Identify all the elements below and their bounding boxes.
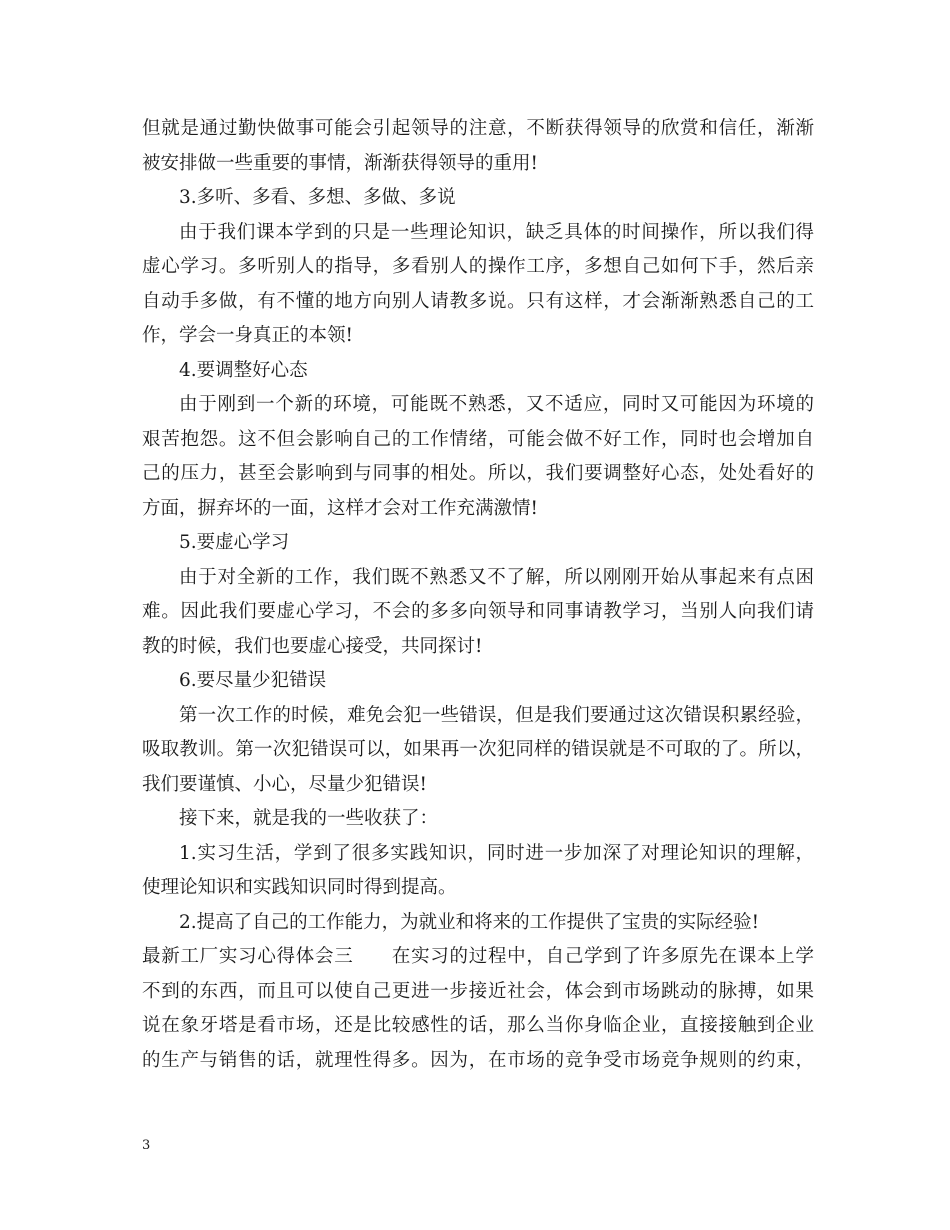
text-line: 4.要调整好心态 <box>179 359 308 381</box>
text-line: 由于我们课本学到的只是一些理论知识，缺乏具体的时间操作，所以我们得 <box>179 221 814 243</box>
text-line: 艰苦抱怨。这不但会影响自己的工作情绪，可能会做不好工作，同时也会增加自 <box>142 428 814 450</box>
text-line: 被安排做一些重要的事情，渐渐获得领导的重用! <box>142 152 538 174</box>
text-line: 6.要尽量少犯错误 <box>179 670 327 691</box>
text-line: 但就是通过勤快做事可能会引起领导的注意，不断获得领导的欣赏和信任，渐渐 <box>142 118 814 139</box>
text-line: 的生产与销售的话，就理性得多。因为，在市场的竞争受市场竞争规则的约束， <box>142 1049 814 1071</box>
text-line: 由于对全新的工作，我们既不熟悉又不了解，所以刚刚开始从事起来有点困 <box>179 566 814 588</box>
text-line: 5.要虚心学习 <box>179 532 290 553</box>
text-line: 吸取教训。第一次犯错误可以，如果再一次犯同样的错误就是不可取的了。所以， <box>142 739 814 760</box>
text-line: 由于刚到一个新的环境，可能既不熟悉，又不适应，同时又可能因为环境的 <box>179 394 814 415</box>
text-line: 使理论知识和实践知识同时得到提高。 <box>142 877 457 898</box>
text-line: 3.多听、多看、多想、多做、多说 <box>179 187 456 208</box>
text-line: 1.实习生活，学到了很多实践知识，同时进一步加深了对理论知识的理解， <box>179 842 814 864</box>
text-line: 己的压力，甚至会影响到与同事的相处。所以，我们要调整好心态，处处看好的 <box>142 463 814 484</box>
text-line: 作，学会一身真正的本领! <box>142 325 353 346</box>
text-line: 自动手多做，有不懂的地方向别人请教多说。只有这样，才会渐渐熟悉自己的工 <box>142 290 814 312</box>
text-line: 教的时候，我们也要虚心接受，共同探讨! <box>142 635 483 657</box>
text-line: 难。因此我们要虚心学习，不会的多多向领导和同事请教学习，当别人向我们请 <box>142 601 814 622</box>
text-line: 不到的东西，而且可以使自己更进一步接近社会，体会到市场跳动的脉搏，如果 <box>142 980 814 1002</box>
text-line: 说在象牙塔是看市场，还是比较感性的话，那么当你身临企业，直接接触到企业 <box>142 1015 814 1036</box>
document-body <box>142 112 814 1078</box>
text-line: 虚心学习。多听别人的指导，多看别人的操作工序，多想自己如何下手，然后亲 <box>142 256 814 277</box>
text-line: 最新工厂实习心得体会三 在实习的过程中，自己学到了许多原先在课本上学 <box>142 946 814 967</box>
text-line: 第一次工作的时候，难免会犯一些错误，但是我们要通过这次错误积累经验， <box>179 704 814 726</box>
text-line: 方面，摒弃坏的一面，这样才会对工作充满激情! <box>142 497 538 519</box>
text-line: 2.提高了自己的工作能力，为就业和将来的工作提供了宝贵的实际经验! <box>179 911 760 933</box>
page-number: 3 <box>142 1138 151 1153</box>
text-line: 我们要谨慎、小心，尽量少犯错误! <box>142 773 427 795</box>
text-line: 接下来，就是我的一些收获了： <box>179 808 439 829</box>
